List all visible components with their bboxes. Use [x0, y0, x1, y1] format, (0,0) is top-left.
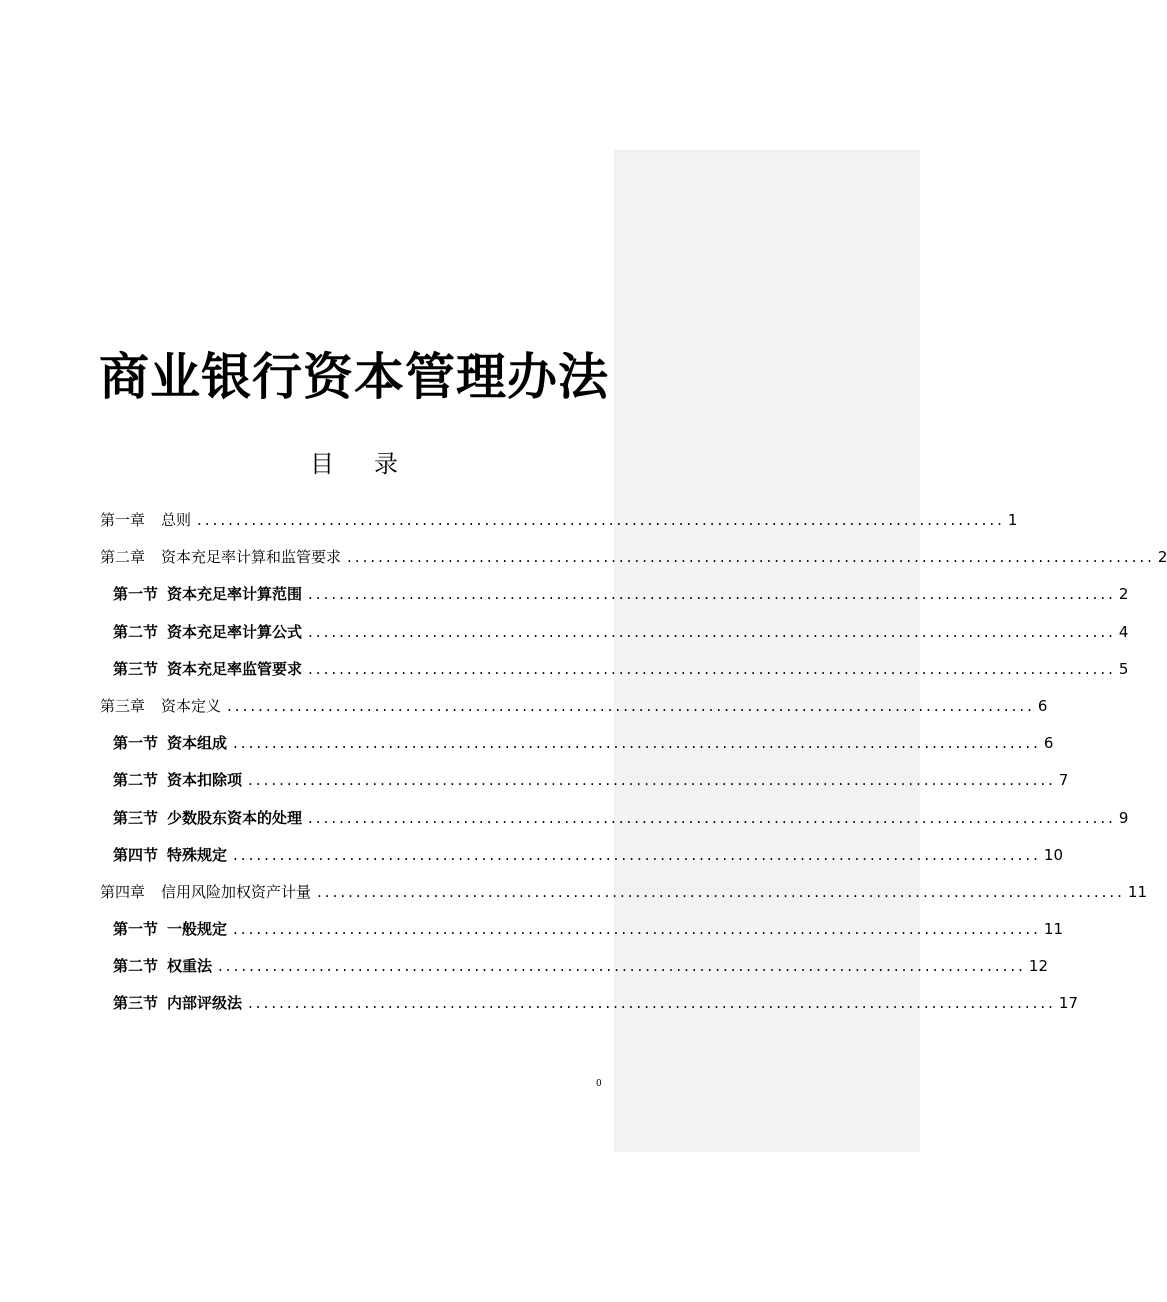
toc-entry-section-3-3[interactable] — [100, 807, 1129, 844]
toc-entry-section-4-3[interactable] — [100, 992, 1079, 1029]
toc-dot-leader: ........................................................................................................ — [248, 771, 1056, 790]
toc-entry-number: 第三章 — [100, 696, 146, 715]
toc-entry-page: 11 — [1043, 920, 1064, 939]
toc-dot-leader: ........................................................................................................ — [308, 808, 1116, 827]
toc-heading-char-1: 目 — [310, 450, 334, 478]
table-of-contents — [100, 509, 1167, 1030]
toc-entry-page: 12 — [1028, 957, 1049, 976]
toc-entry-title: 少数股东资本的处理 — [167, 808, 303, 827]
toc-entry-number: 第三节 — [113, 659, 159, 678]
toc-entry-title: 资本扣除项 — [167, 771, 243, 790]
toc-heading-char-2: 录 — [374, 450, 398, 478]
toc-dot-leader: ........................................................................................................ — [308, 585, 1116, 604]
toc-entry-section-3-4[interactable] — [100, 844, 1064, 881]
toc-entry-title: 资本充足率计算和监管要求 — [161, 548, 342, 567]
toc-dot-leader: ........................................................................................................ — [308, 659, 1116, 678]
toc-entry-title: 一般规定 — [167, 920, 228, 939]
toc-entry-number: 第四节 — [113, 845, 159, 864]
toc-entry-chapter-1[interactable] — [100, 509, 1018, 546]
toc-dot-leader: ........................................................................................................ — [317, 882, 1125, 901]
toc-dot-leader: ........................................................................................................ — [347, 548, 1155, 567]
toc-entry-number: 第二节 — [113, 622, 159, 641]
toc-entry-title: 资本充足率计算范围 — [167, 585, 303, 604]
toc-heading — [0, 446, 708, 482]
toc-entry-title: 内部评级法 — [167, 994, 243, 1013]
toc-dot-leader: ........................................................................................................ — [227, 696, 1035, 715]
toc-entry-page: 11 — [1127, 882, 1148, 901]
toc-entry-title: 总则 — [161, 511, 192, 529]
toc-entry-number: 第三节 — [113, 994, 159, 1013]
toc-entry-page: 9 — [1118, 808, 1129, 827]
toc-entry-page: 2 — [1157, 548, 1167, 567]
toc-entry-number: 第二节 — [113, 771, 159, 790]
toc-entry-title: 特殊规定 — [167, 845, 228, 864]
toc-dot-leader: ........................................................................................................ — [308, 622, 1116, 641]
toc-dot-leader: ........................................................................................................ — [233, 734, 1041, 753]
toc-entry-section-2-1[interactable] — [100, 583, 1129, 620]
toc-entry-page: 5 — [1118, 659, 1129, 678]
toc-entry-title: 资本充足率计算公式 — [167, 622, 303, 641]
footer-page-number: 0 — [596, 1079, 602, 1089]
toc-entry-section-3-1[interactable] — [100, 732, 1054, 769]
toc-dot-leader: ........................................................................................................ — [233, 920, 1041, 939]
toc-entry-page: 4 — [1118, 622, 1129, 641]
toc-dot-leader: ........................................................................................................ — [197, 511, 1005, 529]
toc-entry-number: 第四章 — [100, 882, 146, 901]
toc-entry-title: 资本定义 — [161, 696, 222, 715]
toc-entry-title: 资本组成 — [167, 734, 228, 753]
toc-entry-number: 第一章 — [100, 511, 146, 529]
toc-entry-section-4-2[interactable] — [100, 955, 1049, 992]
toc-entry-number: 第二章 — [100, 548, 146, 567]
toc-entry-page: 1 — [1007, 511, 1018, 529]
toc-entry-page: 2 — [1118, 585, 1129, 604]
toc-entry-number: 第一节 — [113, 920, 159, 939]
toc-entry-chapter-3[interactable] — [100, 695, 1048, 732]
toc-entry-title: 信用风险加权资产计量 — [161, 882, 312, 901]
toc-dot-leader: ........................................................................................................ — [233, 845, 1041, 864]
toc-entry-title: 权重法 — [167, 957, 213, 976]
toc-entry-section-2-3[interactable] — [100, 658, 1129, 695]
toc-entry-page: 6 — [1043, 734, 1054, 753]
toc-entry-chapter-2[interactable] — [100, 546, 1167, 583]
toc-dot-leader: ........................................................................................................ — [248, 994, 1056, 1013]
toc-entry-number: 第一节 — [113, 734, 159, 753]
toc-entry-page: 6 — [1037, 696, 1048, 715]
document-title: 商业银行资本管理办法 — [99, 347, 609, 406]
toc-entry-number: 第三节 — [113, 808, 159, 827]
toc-entry-section-4-1[interactable] — [100, 918, 1064, 955]
toc-dot-leader: ........................................................................................................ — [218, 957, 1026, 976]
toc-entry-page: 17 — [1058, 994, 1079, 1013]
toc-entry-chapter-4[interactable] — [100, 881, 1148, 918]
toc-entry-title: 资本充足率监管要求 — [167, 659, 303, 678]
toc-entry-section-3-2[interactable] — [100, 769, 1069, 806]
toc-entry-page: 10 — [1043, 845, 1064, 864]
toc-entry-section-2-2[interactable] — [100, 621, 1129, 658]
toc-entry-page: 7 — [1058, 771, 1069, 790]
toc-entry-number: 第一节 — [113, 585, 159, 604]
toc-entry-number: 第二节 — [113, 957, 159, 976]
